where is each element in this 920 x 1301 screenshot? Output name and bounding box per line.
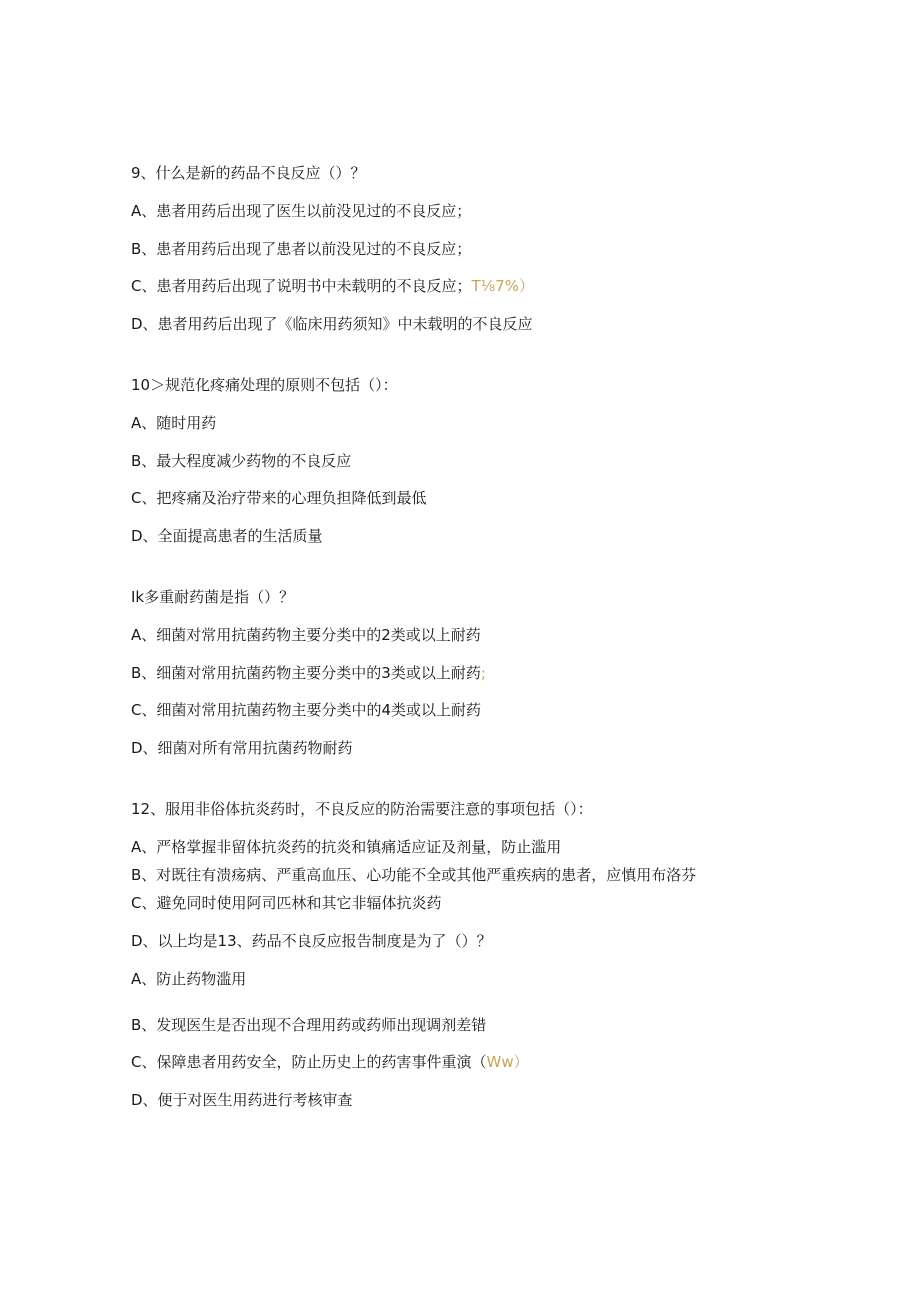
q13-option-b: B、发现医生是否出现不合理用药或药师出现调剂差错 — [131, 1016, 487, 1034]
q9-answer-mark: T⅛7%） — [471, 277, 534, 295]
q10-option-a: A、随时用药 — [131, 414, 217, 432]
q12-option-d: D、以上均是13、药品不良反应报告制度是为了（）？ — [131, 932, 492, 950]
q12-option-b: B、对既往有溃疡病、严重高血压、心功能不全或其他严重疾病的患者，应慎用布洛芬 — [131, 866, 697, 884]
q13-option-a: A、防止药物滥用 — [131, 970, 247, 988]
q10-option-c: C、把疼痛及治疗带来的心理负担降低到最低 — [131, 489, 427, 507]
q10-option-b: B、最大程度减少药物的不良反应 — [131, 452, 352, 470]
q10-stem: 10＞规范化疼痛处理的原则不包括（）： — [131, 376, 398, 394]
q12-option-c: C、避免同时使用阿司匹林和其它非辐体抗炎药 — [131, 894, 442, 912]
q13-option-d: D、便于对医生用药进行考核审查 — [131, 1091, 353, 1109]
q9-option-c — [131, 276, 534, 296]
q9-option-c-text: C、患者用药后出现了说明书中未载明的不良反应； — [131, 277, 472, 295]
q13-answer-mark: Ww） — [486, 1053, 529, 1071]
q9-stem: 9、什么是新的药品不良反应（）？ — [131, 164, 366, 182]
q11-option-d: D、细菌对所有常用抗菌药物耐药 — [131, 739, 353, 757]
q9-option-b: B、患者用药后出现了患者以前没见过的不良反应； — [131, 240, 472, 258]
q12-option-a: A、严格掌握非留体抗炎药的抗炎和镇痛适应证及剂量，防止滥用 — [131, 838, 562, 856]
q11-option-b-text: B、细菌对常用抗菌药物主要分类中的3类或以上耐药 — [131, 664, 481, 682]
q11-option-b — [131, 663, 486, 683]
q9-option-a: A、患者用药后出现了医生以前没见过的不良反应； — [131, 202, 472, 220]
q13-option-c — [131, 1052, 529, 1072]
q11-stem: Ik多重耐药菌是指（）？ — [131, 588, 295, 606]
q11-answer-mark: ; — [480, 664, 486, 682]
q11-option-c: C、细菌对常用抗菌药物主要分类中的4类或以上耐药 — [131, 701, 482, 719]
q11-option-a: A、细菌对常用抗菌药物主要分类中的2类或以上耐药 — [131, 626, 481, 644]
q9-option-d: D、患者用药后出现了《临床用药须知》中未载明的不良反应 — [131, 315, 533, 333]
q12-stem: 12、服用非俗体抗炎药时，不良反应的防治需要注意的事项包括（）： — [131, 800, 593, 818]
q10-option-d: D、全面提高患者的生活质量 — [131, 527, 323, 545]
q13-option-c-text: C、保障患者用药安全，防止历史上的药害事件重演（ — [131, 1053, 487, 1071]
